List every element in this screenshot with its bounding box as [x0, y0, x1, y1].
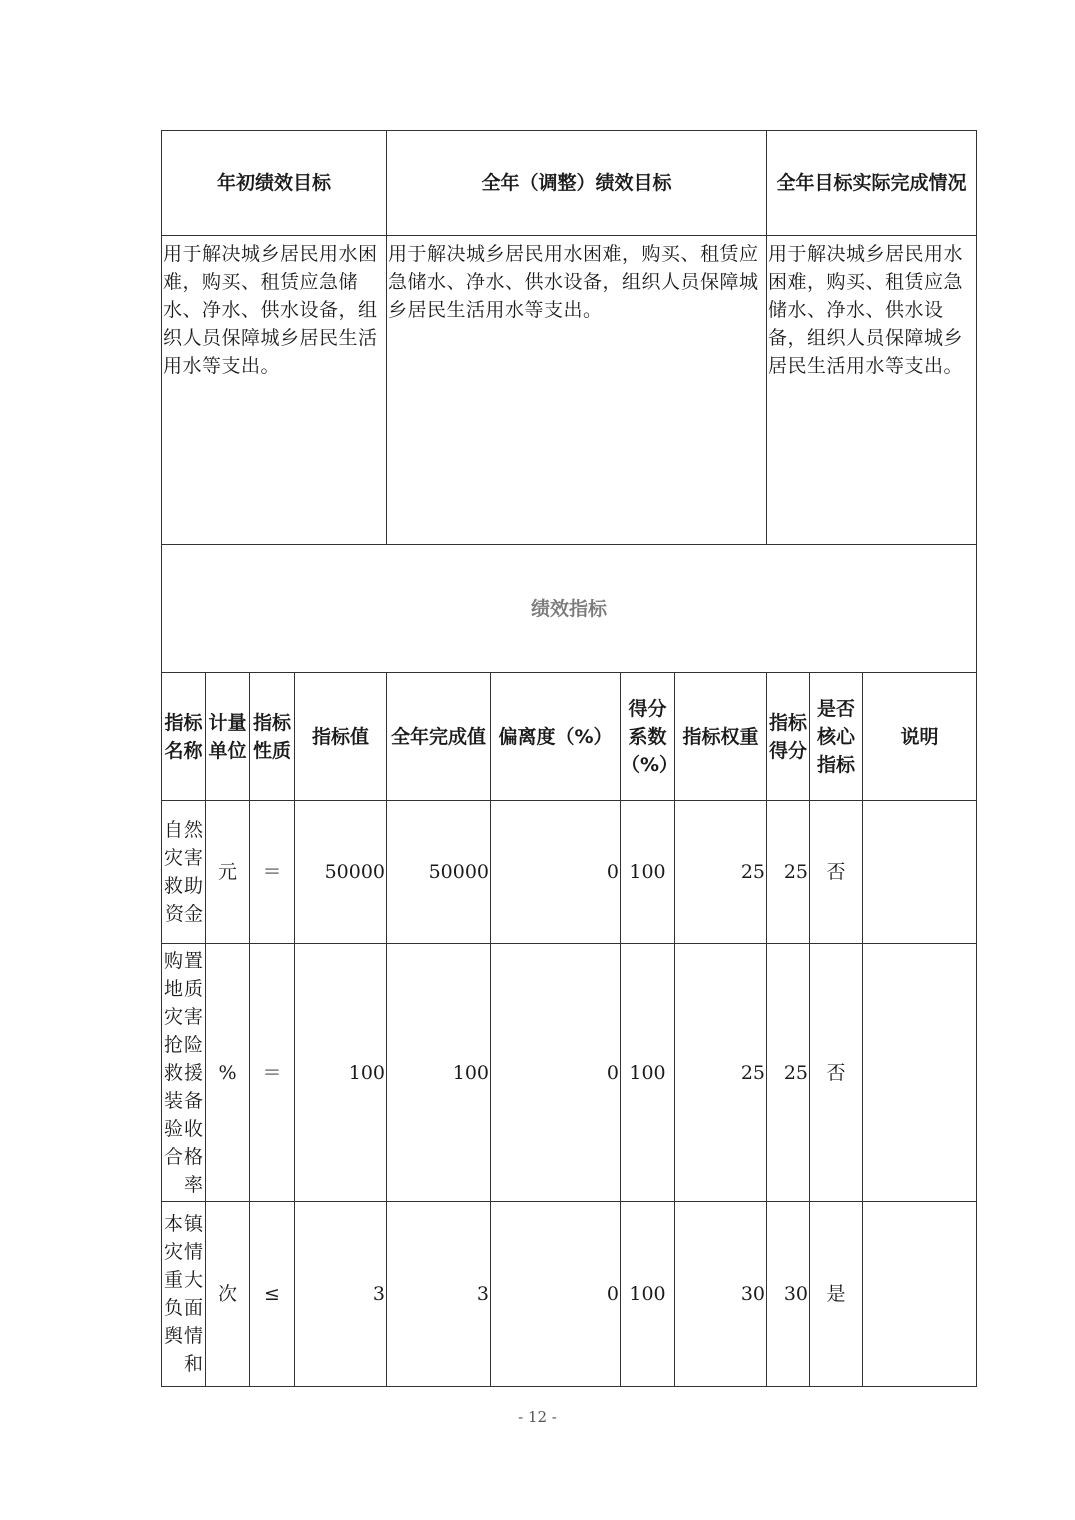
- performance-table: [161, 130, 977, 1387]
- page-number: - 12 -: [518, 1408, 557, 1426]
- section-title: 绩效指标: [162, 545, 977, 673]
- indicator-unit: 元: [206, 801, 250, 944]
- header-actual-value: 全年完成值: [387, 673, 491, 801]
- goals-content-row: [162, 236, 977, 545]
- indicator-weight: 25: [675, 801, 767, 944]
- indicator-target: 50000: [295, 801, 387, 944]
- indicator-nature: ＝: [250, 944, 295, 1202]
- section-title-row: [162, 545, 977, 673]
- indicator-note: [863, 1202, 977, 1387]
- indicator-nature: ≤: [250, 1202, 295, 1387]
- indicator-unit: %: [206, 944, 250, 1202]
- indicator-weight: 25: [675, 944, 767, 1202]
- indicator-coefficient: 100: [621, 801, 675, 944]
- goals-header-row: [162, 131, 977, 236]
- indicator-deviation: 0: [491, 1202, 621, 1387]
- indicator-name: 购置地质灾害抢险救援装备验收合格率: [162, 944, 206, 1202]
- indicator-core: 否: [810, 944, 863, 1202]
- indicator-coefficient: 100: [621, 1202, 675, 1387]
- header-core: 是否核心指标: [810, 673, 863, 801]
- indicator-note: [863, 944, 977, 1202]
- header-nature: 指标性质: [250, 673, 295, 801]
- indicator-deviation: 0: [491, 801, 621, 944]
- indicator-weight: 30: [675, 1202, 767, 1387]
- header-note: 说明: [863, 673, 977, 801]
- indicator-actual: 3: [387, 1202, 491, 1387]
- indicator-unit: 次: [206, 1202, 250, 1387]
- initial-goal-text: 用于解决城乡居民用水困难，购买、租赁应急储水、净水、供水设备，组织人员保障城乡居民生活用水等支出。: [162, 236, 387, 545]
- indicator-target: 100: [295, 944, 387, 1202]
- header-target-value: 指标值: [295, 673, 387, 801]
- header-indicator-name: 指标名称: [162, 673, 206, 801]
- indicator-name: 本镇灾情重大负面舆情和: [162, 1202, 206, 1387]
- indicator-target: 3: [295, 1202, 387, 1387]
- header-unit: 计量单位: [206, 673, 250, 801]
- indicator-header-row: [162, 673, 977, 801]
- indicator-score: 30: [767, 1202, 810, 1387]
- initial-goal-header: 年初绩效目标: [162, 131, 387, 236]
- indicator-name: 自然灾害救助资金: [162, 801, 206, 944]
- indicator-note: [863, 801, 977, 944]
- indicator-coefficient: 100: [621, 944, 675, 1202]
- actual-goal-header: 全年目标实际完成情况: [767, 131, 977, 236]
- header-deviation: 偏离度（%）: [491, 673, 621, 801]
- indicator-core: 否: [810, 801, 863, 944]
- indicator-actual: 50000: [387, 801, 491, 944]
- indicator-actual: 100: [387, 944, 491, 1202]
- adjusted-goal-header: 全年（调整）绩效目标: [387, 131, 767, 236]
- indicator-deviation: 0: [491, 944, 621, 1202]
- header-score: 指标得分: [767, 673, 810, 801]
- header-coefficient: 得分系数（%）: [621, 673, 675, 801]
- table-row: [162, 944, 977, 1202]
- indicator-score: 25: [767, 801, 810, 944]
- table-row: [162, 1202, 977, 1387]
- header-weight: 指标权重: [675, 673, 767, 801]
- indicator-nature: ＝: [250, 801, 295, 944]
- adjusted-goal-text: 用于解决城乡居民用水困难，购买、租赁应急储水、净水、供水设备，组织人员保障城乡居民生活用水等支出。: [387, 236, 767, 545]
- indicator-core: 是: [810, 1202, 863, 1387]
- actual-goal-text: 用于解决城乡居民用水困难，购买、租赁应急储水、净水、供水设备，组织人员保障城乡居民生活用水等支出。: [767, 236, 977, 545]
- table-row: [162, 801, 977, 944]
- indicator-score: 25: [767, 944, 810, 1202]
